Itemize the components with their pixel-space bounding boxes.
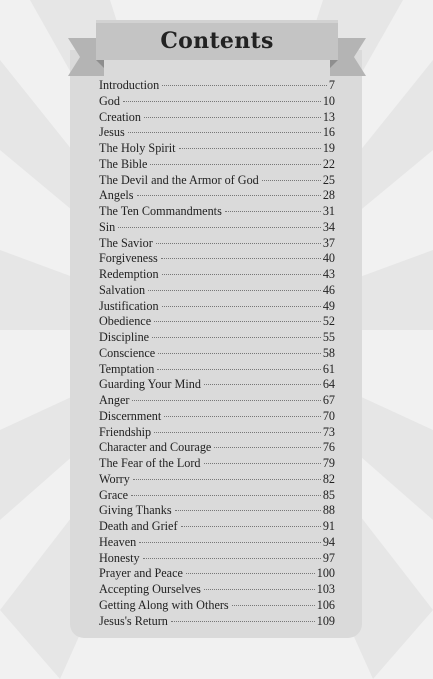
toc-entry-page-number: 109 xyxy=(316,613,335,628)
toc-entry xyxy=(99,614,335,630)
toc-entry xyxy=(99,472,335,488)
toc-entry-page-number: 58 xyxy=(322,345,335,360)
dot-leader xyxy=(214,447,320,448)
toc-entry-title: Character and Courage xyxy=(99,440,212,455)
toc-entry-title: Worry xyxy=(99,471,130,486)
toc-entry-title: Angels xyxy=(99,188,134,203)
toc-entry-title: Conscience xyxy=(99,345,156,360)
toc-entry-page-number: 13 xyxy=(322,109,335,124)
toc-entry-page-number: 31 xyxy=(322,204,335,218)
toc-entry xyxy=(99,267,335,283)
toc-entry-title: Salvation xyxy=(99,282,146,297)
dot-leader xyxy=(162,306,321,307)
toc-entry xyxy=(99,456,335,472)
dot-leader xyxy=(232,605,315,606)
toc-entry-title: The Bible xyxy=(99,156,148,171)
toc-entry-title: Introduction xyxy=(99,78,160,92)
toc-entry-page-number: 91 xyxy=(322,519,335,533)
toc-entry xyxy=(99,346,335,362)
toc-entry-title: Jesus's Return xyxy=(99,613,168,628)
dot-leader xyxy=(139,542,321,543)
toc-entry xyxy=(99,582,335,598)
dot-leader xyxy=(262,180,321,181)
toc-entry-page-number: 43 xyxy=(322,267,335,281)
dot-leader xyxy=(154,432,321,433)
dot-leader xyxy=(157,369,320,370)
toc-entry-page-number: 94 xyxy=(322,534,335,549)
toc-entry-page-number: 106 xyxy=(316,597,335,612)
dot-leader xyxy=(204,384,321,385)
toc-entry xyxy=(99,362,335,378)
toc-entry-title: Getting Along with Others xyxy=(99,597,229,612)
toc-entry xyxy=(99,188,335,204)
toc-entry-page-number: 46 xyxy=(322,282,335,297)
dot-leader xyxy=(158,353,321,354)
toc-entry-title: Friendship xyxy=(99,424,152,439)
dot-leader xyxy=(133,479,321,480)
toc-entry-title: The Ten Commandments xyxy=(99,204,222,218)
toc-entry-page-number: 76 xyxy=(322,440,335,455)
dot-leader xyxy=(152,337,321,338)
toc-entry-page-number: 16 xyxy=(322,125,335,140)
toc-entry-title: Forgiveness xyxy=(99,251,158,266)
toc-entry-page-number: 97 xyxy=(322,550,335,565)
toc-entry-page-number: 70 xyxy=(322,408,335,423)
dot-leader xyxy=(118,227,321,228)
page-title: Contents xyxy=(160,28,274,54)
toc-entry-title: Honesty xyxy=(99,550,140,565)
toc-entry-title: Creation xyxy=(99,109,141,124)
dot-leader xyxy=(181,526,321,527)
dot-leader xyxy=(175,510,321,511)
toc-entry-page-number: 100 xyxy=(316,566,335,581)
toc-entry-title: Guarding Your Mind xyxy=(99,377,201,392)
toc-entry-page-number: 28 xyxy=(322,188,335,203)
toc-entry-title: The Holy Spirit xyxy=(99,141,176,155)
dot-leader xyxy=(150,164,320,165)
toc-entry xyxy=(99,173,335,189)
toc-entry-title: Sin xyxy=(99,219,116,234)
toc-entry-page-number: 88 xyxy=(322,503,335,518)
toc-entry-page-number: 49 xyxy=(322,298,335,313)
dot-leader xyxy=(164,416,321,417)
toc-entry xyxy=(99,503,335,519)
toc-entry-title: Death and Grief xyxy=(99,519,178,533)
dot-leader xyxy=(186,573,315,574)
toc-entry xyxy=(99,519,335,535)
toc-entry-page-number: 103 xyxy=(316,582,335,596)
toc-entry-page-number: 79 xyxy=(322,456,335,470)
toc-entry-title: Grace xyxy=(99,487,129,502)
dot-leader xyxy=(128,132,321,133)
toc-entry-title: Justification xyxy=(99,298,159,313)
toc-entry-page-number: 73 xyxy=(322,424,335,439)
toc-entry-title: Giving Thanks xyxy=(99,503,172,518)
dot-leader xyxy=(154,321,321,322)
toc-entry-title: Temptation xyxy=(99,361,155,376)
toc-entry-page-number: 7 xyxy=(328,78,335,92)
toc-entry-title: Jesus xyxy=(99,125,125,140)
toc-entry-page-number: 34 xyxy=(322,219,335,234)
dot-leader xyxy=(161,258,321,259)
dot-leader xyxy=(132,400,320,401)
table-of-contents xyxy=(99,78,335,629)
dot-leader xyxy=(171,621,315,622)
toc-entry-title: Prayer and Peace xyxy=(99,566,183,581)
toc-entry-page-number: 10 xyxy=(322,93,335,108)
toc-entry-page-number: 64 xyxy=(322,377,335,392)
toc-entry-title: Anger xyxy=(99,393,130,407)
toc-entry-title: Discipline xyxy=(99,330,150,344)
toc-entry xyxy=(99,204,335,220)
toc-entry xyxy=(99,314,335,330)
toc-entry xyxy=(99,78,335,94)
toc-entry xyxy=(99,393,335,409)
toc-entry xyxy=(99,377,335,393)
dot-leader xyxy=(179,148,321,149)
toc-entry-page-number: 82 xyxy=(322,471,335,486)
toc-entry-title: The Devil and the Armor of God xyxy=(99,172,259,187)
toc-entry xyxy=(99,409,335,425)
dot-leader xyxy=(204,589,315,590)
toc-entry xyxy=(99,157,335,173)
toc-entry-page-number: 40 xyxy=(322,251,335,266)
toc-entry xyxy=(99,566,335,582)
toc-entry xyxy=(99,488,335,504)
toc-entry-page-number: 52 xyxy=(322,314,335,329)
dot-leader xyxy=(225,211,321,212)
toc-entry xyxy=(99,283,335,299)
toc-entry-page-number: 67 xyxy=(322,393,335,407)
toc-entry-title: Obedience xyxy=(99,314,152,329)
toc-entry-page-number: 19 xyxy=(322,141,335,155)
toc-entry xyxy=(99,110,335,126)
dot-leader xyxy=(144,117,321,118)
toc-entry-title: The Fear of the Lord xyxy=(99,456,201,470)
dot-leader xyxy=(143,558,321,559)
toc-entry xyxy=(99,220,335,236)
toc-entry-page-number: 85 xyxy=(322,487,335,502)
toc-entry-page-number: 22 xyxy=(322,156,335,171)
toc-entry-title: Accepting Ourselves xyxy=(99,582,201,596)
dot-leader xyxy=(137,195,321,196)
toc-entry-page-number: 25 xyxy=(322,172,335,187)
toc-entry-title: Discernment xyxy=(99,408,162,423)
toc-entry xyxy=(99,125,335,141)
dot-leader xyxy=(204,463,321,464)
toc-entry-title: Redemption xyxy=(99,267,159,281)
toc-entry xyxy=(99,598,335,614)
toc-entry xyxy=(99,94,335,110)
toc-entry xyxy=(99,330,335,346)
toc-entry-title: The Savior xyxy=(99,235,153,250)
dot-leader xyxy=(156,243,321,244)
toc-entry xyxy=(99,425,335,441)
toc-entry xyxy=(99,551,335,567)
dot-leader xyxy=(131,495,321,496)
toc-entry xyxy=(99,535,335,551)
toc-entry-page-number: 61 xyxy=(322,361,335,376)
dot-leader xyxy=(162,85,327,86)
dot-leader xyxy=(148,290,321,291)
toc-entry-page-number: 55 xyxy=(322,330,335,344)
toc-entry-page-number: 37 xyxy=(322,235,335,250)
toc-entry-title: Heaven xyxy=(99,534,137,549)
toc-entry xyxy=(99,251,335,267)
toc-entry xyxy=(99,440,335,456)
dot-leader xyxy=(162,274,321,275)
toc-entry xyxy=(99,236,335,252)
dot-leader xyxy=(123,101,321,102)
toc-entry xyxy=(99,141,335,157)
toc-entry-title: God xyxy=(99,93,120,108)
toc-entry xyxy=(99,299,335,315)
